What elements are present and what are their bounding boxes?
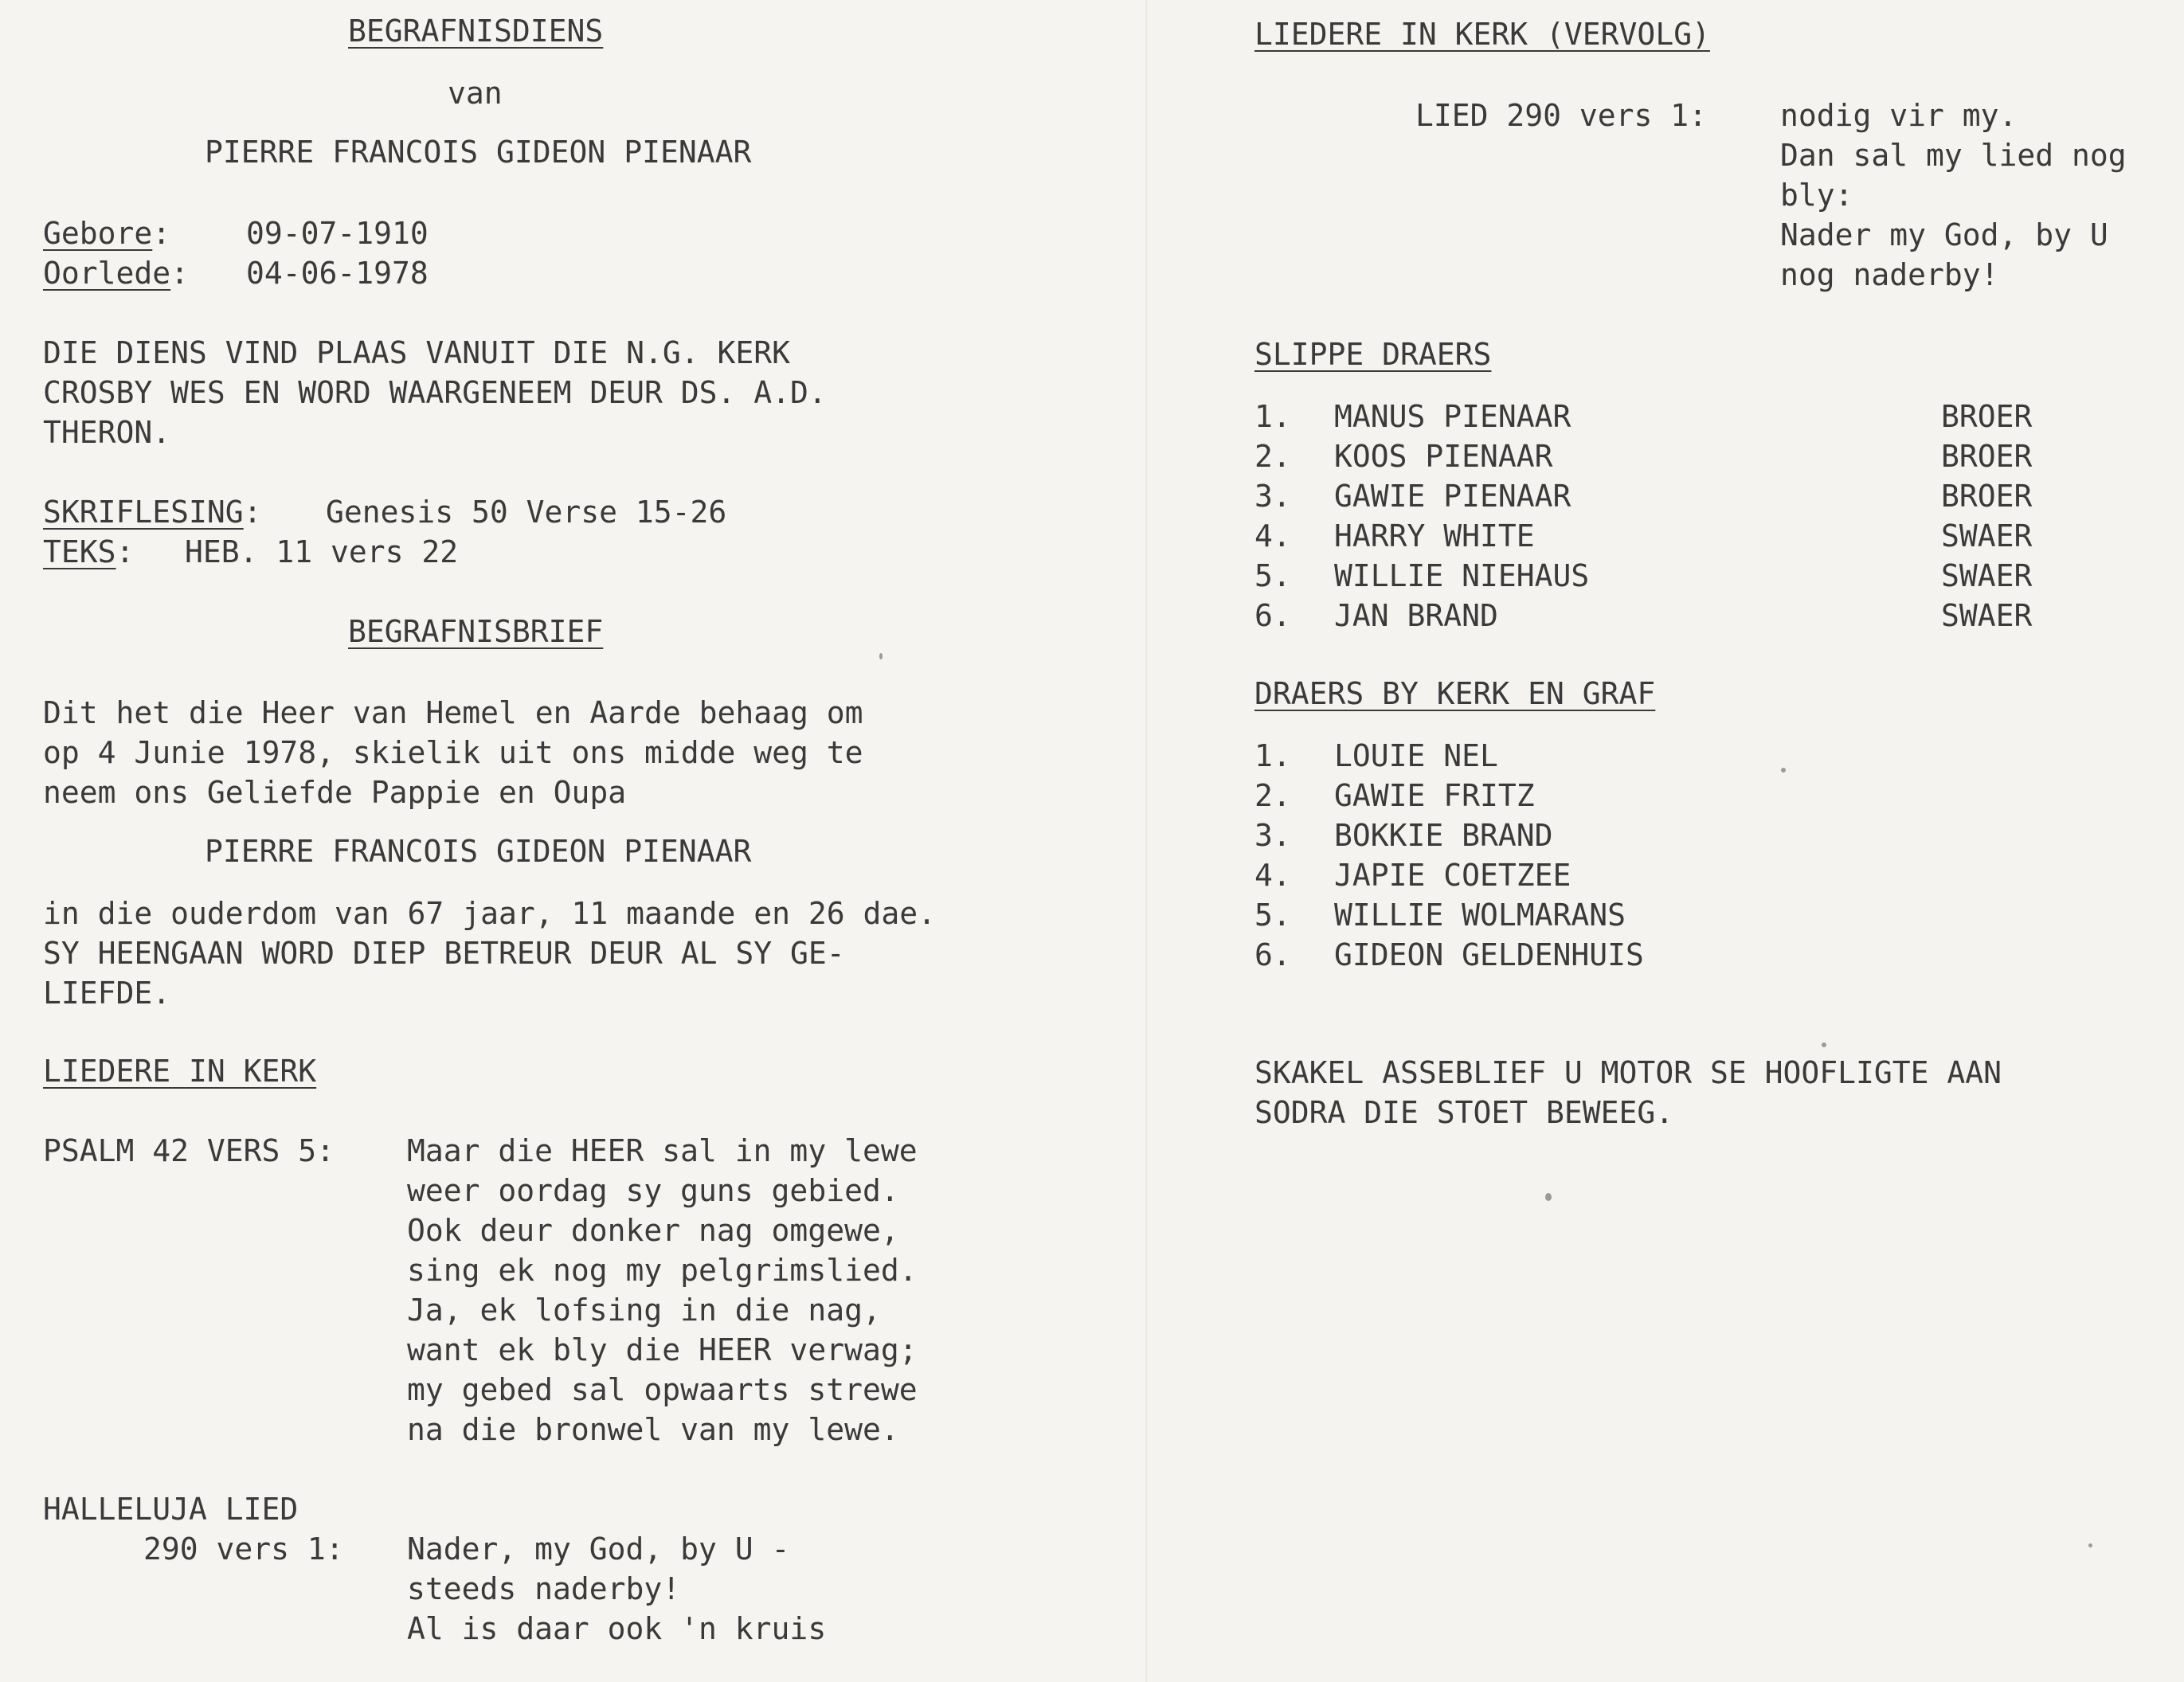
lied-line: nog naderby! (1780, 257, 1999, 292)
songs-heading: LIEDERE IN KERK (43, 1054, 317, 1089)
pall-bearer-relation: BROER (1941, 479, 2033, 514)
bearer-num: 1. (1254, 738, 1291, 773)
paper-speck (1822, 1042, 1826, 1047)
age-line: LIEFDE. (43, 976, 171, 1011)
pall-bearer-num: 6. (1254, 598, 1291, 633)
bearer-num: 6. (1254, 937, 1291, 972)
reading-value: Genesis 50 Verse 15-26 (326, 495, 727, 530)
paper-speck (1781, 768, 1786, 773)
notice-line: SKAKEL ASSEBLIEF U MOTOR SE HOOFLIGTE AAN (1254, 1055, 2002, 1090)
service-line: CROSBY WES EN WORD WAARGENEEM DEUR DS. A.D. (43, 375, 827, 410)
letter-line: Dit het die Heer van Hemel en Aarde behaag om (43, 695, 863, 730)
paper-speck (1545, 1193, 1552, 1201)
hallel-verse-label: 290 vers 1: (143, 1531, 344, 1567)
deceased-name: PIERRE FRANCOIS GIDEON PIENAAR (205, 135, 752, 170)
psalm-line: Maar die HEER sal in my lewe (407, 1133, 918, 1168)
pall-bearer-num: 5. (1254, 558, 1291, 593)
letter-line: op 4 Junie 1978, skielik uit ons midde weg te (43, 735, 863, 770)
letter-heading: BEGRAFNISBRIEF (348, 614, 604, 649)
van-text: van (448, 76, 503, 111)
right-page (1147, 0, 2184, 1682)
pall-bearer-name: HARRY WHITE (1334, 518, 1535, 553)
bearer-num: 2. (1254, 778, 1291, 813)
bearer-name: BOKKIE BRAND (1334, 818, 1553, 853)
lied-line: nodig vir my. (1780, 98, 2018, 133)
lied-line: Dan sal my lied nog (1780, 138, 2127, 173)
service-heading: BEGRAFNISDIENS (348, 14, 604, 49)
reading-row (43, 492, 262, 532)
psalm-line: Ook deur donker nag omgewe, (407, 1213, 899, 1248)
pall-bearer-relation: BROER (1941, 439, 2033, 474)
pall-bearer-num: 2. (1254, 439, 1291, 474)
lied-line: Nader my God, by U (1780, 217, 2108, 252)
hallel-line: Nader, my God, by U - (407, 1531, 790, 1567)
age-line: in die ouderdom van 67 jaar, 11 maande en 26 dae. (43, 896, 937, 931)
age-line: SY HEENGAAN WORD DIEP BETREUR DEUR AL SY GE- (43, 936, 845, 971)
bearer-name: LOUIE NEL (1334, 738, 1498, 773)
born-row (43, 213, 170, 253)
bearer-name: GIDEON GELDENHUIS (1334, 937, 1644, 972)
paper-speck (2088, 1543, 2092, 1547)
paper-speck (879, 653, 883, 659)
died-row (43, 253, 189, 293)
born-colon: : (152, 216, 171, 251)
text-value: HEB. 11 vers 22 (185, 534, 459, 569)
psalm-line: na die bronwel van my lewe. (407, 1412, 899, 1447)
letter-name: PIERRE FRANCOIS GIDEON PIENAAR (205, 834, 752, 869)
lied-label: LIED 290 vers 1: (1415, 98, 1708, 133)
continued-heading: LIEDERE IN KERK (VERVOLG) (1254, 17, 1710, 52)
pall-bearer-name: JAN BRAND (1334, 598, 1498, 633)
died-label: Oorlede (43, 256, 171, 291)
psalm-line: my gebed sal opwaarts strewe (407, 1372, 918, 1407)
service-line: DIE DIENS VIND PLAAS VANUIT DIE N.G. KERK (43, 335, 790, 370)
psalm-line: sing ek nog my pelgrimslied. (407, 1253, 918, 1288)
pall-bearer-num: 1. (1254, 399, 1291, 434)
text-colon: : (115, 534, 135, 569)
pall-bearer-relation: BROER (1941, 399, 2033, 434)
psalm-line: weer oordag sy guns gebied. (407, 1173, 899, 1208)
pall-bearer-name: KOOS PIENAAR (1334, 439, 1553, 474)
psalm-label: PSALM 42 VERS 5: (43, 1133, 335, 1168)
bearer-name: WILLIE WOLMARANS (1334, 898, 1626, 933)
psalm-line: want ek bly die HEER verwag; (407, 1332, 918, 1367)
pall-bearer-relation: SWAER (1941, 598, 2033, 633)
born-date: 09-07-1910 (246, 216, 429, 251)
died-date: 04-06-1978 (246, 256, 429, 291)
died-colon: : (170, 256, 190, 291)
hallel-line: Al is daar ook 'n kruis (407, 1611, 827, 1646)
psalm-line: Ja, ek lofsing in die nag, (407, 1293, 881, 1328)
reading-colon: : (243, 495, 262, 530)
pall-bearer-name: GAWIE PIENAAR (1334, 479, 1571, 514)
pall-bearer-num: 4. (1254, 518, 1291, 553)
reading-label: SKRIFLESING (43, 495, 244, 530)
pall-bearer-num: 3. (1254, 479, 1291, 514)
text-label: TEKS (43, 534, 116, 569)
lied-line: bly: (1780, 178, 1853, 213)
bearer-num: 3. (1254, 818, 1291, 853)
bearer-name: JAPIE COETZEE (1334, 858, 1571, 893)
bearer-num: 5. (1254, 898, 1291, 933)
bearer-name: GAWIE FRITZ (1334, 778, 1535, 813)
bearer-num: 4. (1254, 858, 1291, 893)
bearers-heading: DRAERS BY KERK EN GRAF (1254, 676, 1656, 711)
pall-bearer-relation: SWAER (1941, 518, 2033, 553)
pall-bearer-relation: SWAER (1941, 558, 2033, 593)
text-row (43, 532, 134, 572)
hallel-line: steeds naderby! (407, 1571, 681, 1606)
letter-line: neem ons Geliefde Pappie en Oupa (43, 775, 627, 810)
service-line: THERON. (43, 415, 171, 450)
pall-heading: SLIPPE DRAERS (1254, 337, 1492, 372)
pall-bearer-name: MANUS PIENAAR (1334, 399, 1571, 434)
pall-bearer-name: WILLIE NIEHAUS (1334, 558, 1590, 593)
notice-line: SODRA DIE STOET BEWEEG. (1254, 1095, 1674, 1130)
born-label: Gebore (43, 216, 153, 251)
hallel-label: HALLELUJA LIED (43, 1492, 299, 1527)
